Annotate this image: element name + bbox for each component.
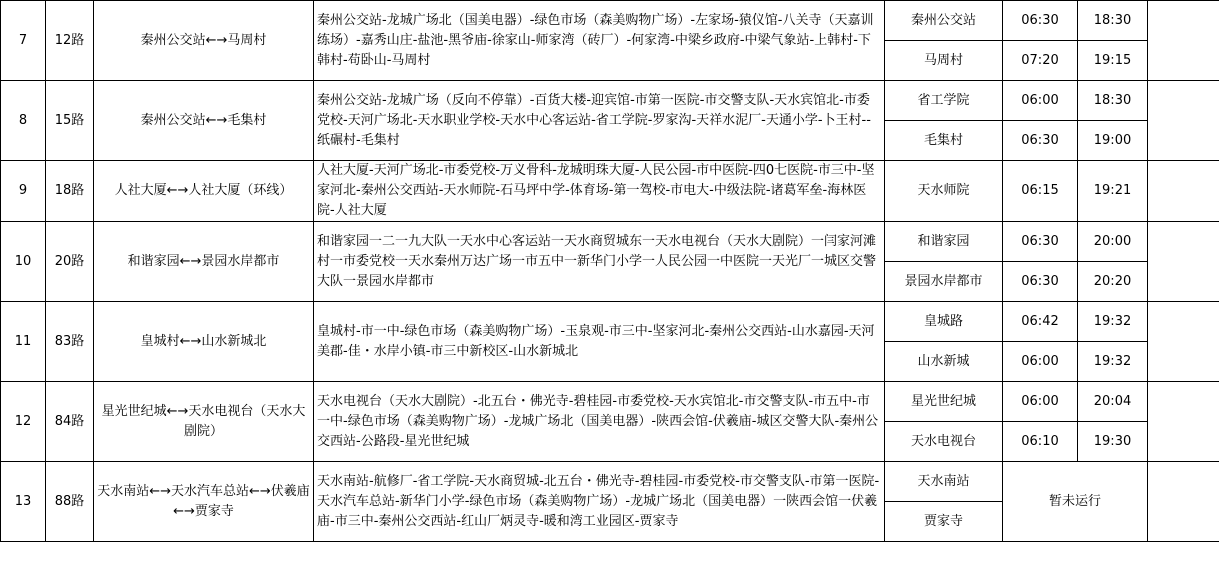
row-number: 8 [1,81,46,161]
terminal-stop: 毛集村 [885,121,1003,161]
first-bus-time: 06:42 [1003,302,1078,342]
route-stops: 秦州公交站-龙城广场北（国美电器）-绿色市场（森美购物广场）-左家场-猿仪馆-八关寺（天嘉训练场）-嘉秀山庄-盐池-黑爷庙-徐家山-师家湾（砖厂）-何家湾-中梁乡政府-中梁气象站-上韩村-下韩村-苟卧山-马周村 [314,1,885,81]
first-bus-time: 06:00 [1003,382,1078,422]
terminal-stop: 和谐家园 [885,222,1003,262]
terminal-stop: 天水电视台 [885,422,1003,462]
blank-cell [1148,1,1219,81]
table-row [1,81,1219,121]
blank-cell [1148,302,1219,382]
terminal-stop: 贾家寺 [885,502,1003,542]
line-number: 18路 [46,161,94,222]
first-bus-time: 06:00 [1003,81,1078,121]
terminal-stop: 天水师院 [885,161,1003,222]
table-row [1,462,1219,502]
line-name: 皇城村←→山水新城北 [94,302,314,382]
route-stops: 人社大厦-天河广场北-市委党校-万义骨科-龙城明珠大厦-人民公园-市中医院-四0七医院-市三中-坚家河北-秦州公交西站-天水师院-石马坪中学-体育场-第一驾校-市电大-中级法院-诸葛军垒-海林医院-人社大厦 [314,161,885,222]
last-bus-time: 19:32 [1078,302,1148,342]
last-bus-time: 19:15 [1078,41,1148,81]
last-bus-time: 19:00 [1078,121,1148,161]
blank-cell [1148,222,1219,302]
blank-cell [1148,382,1219,462]
route-stops: 天水南站-航修厂-省工学院-天水商贸城-北五台・佛光寺-碧桂园-市委党校-市交警支队-市第一医院-天水汽车总站-新华门小学-绿色市场（森美购物广场）-龙城广场北（国美电器）一陕西会馆一伏羲庙-市三中-秦州公交西站-红山厂炳灵寺-暖和湾工业园区-贾家寺 [314,462,885,542]
terminal-stop: 星光世纪城 [885,382,1003,422]
line-name: 秦州公交站←→马周村 [94,1,314,81]
row-number: 9 [1,161,46,222]
row-number: 13 [1,462,46,542]
line-number: 12路 [46,1,94,81]
route-stops: 皇城村-市一中-绿色市场（森美购物广场）-玉泉观-市三中-坚家河北-秦州公交西站-山水嘉园-天河美郡-佳・水岸小镇-市三中新校区-山水新城北 [314,302,885,382]
first-bus-time: 06:30 [1003,121,1078,161]
route-stops: 天水电视台（天水大剧院）-北五台・佛光寺-碧桂园-市委党校-天水宾馆北-市交警支队-市五中-市一中-绿色市场（森美购物广场）-龙城广场北（国美电器）-陕西会馆-伏羲庙-城区交警大队-秦州公交西站-公路段-星光世纪城 [314,382,885,462]
first-bus-time: 06:15 [1003,161,1078,222]
first-bus-time: 06:30 [1003,222,1078,262]
last-bus-time: 20:20 [1078,262,1148,302]
table-row [1,222,1219,262]
line-number: 88路 [46,462,94,542]
line-number: 20路 [46,222,94,302]
first-bus-time: 06:30 [1003,1,1078,41]
blank-cell [1148,161,1219,222]
line-number: 84路 [46,382,94,462]
blank-cell [1148,462,1219,542]
terminal-stop: 天水南站 [885,462,1003,502]
last-bus-time: 18:30 [1078,1,1148,41]
line-name: 和谐家园←→景园水岸都市 [94,222,314,302]
last-bus-time: 20:04 [1078,382,1148,422]
first-bus-time: 06:00 [1003,342,1078,382]
row-number: 10 [1,222,46,302]
table-row [1,382,1219,422]
last-bus-time: 18:30 [1078,81,1148,121]
row-number: 12 [1,382,46,462]
line-name: 人社大厦←→人社大厦（环线） [94,161,314,222]
line-name: 星光世纪城←→天水电视台（天水大剧院） [94,382,314,462]
first-bus-time: 07:20 [1003,41,1078,81]
first-bus-time: 06:10 [1003,422,1078,462]
last-bus-time: 19:30 [1078,422,1148,462]
line-number: 83路 [46,302,94,382]
route-stops: 秦州公交站-龙城广场（反向不停靠）-百货大楼-迎宾馆-市第一医院-市交警支队-天水宾馆北-市委党校-天河广场北-天水职业学校-天水中心客运站-省工学院-罗家沟-天祥水泥厂-天通小学-卜王村--纸碾村-毛集村 [314,81,885,161]
last-bus-time: 19:32 [1078,342,1148,382]
row-number: 11 [1,302,46,382]
terminal-stop: 马周村 [885,41,1003,81]
terminal-stop: 景园水岸都市 [885,262,1003,302]
terminal-stop: 山水新城 [885,342,1003,382]
last-bus-time: 20:00 [1078,222,1148,262]
last-bus-time: 19:21 [1078,161,1148,222]
line-name: 天水南站←→天水汽车总站←→伏羲庙←→贾家寺 [94,462,314,542]
not-operating-status: 暂未运行 [1003,462,1148,542]
table-row [1,1,1219,41]
terminal-stop: 皇城路 [885,302,1003,342]
terminal-stop: 省工学院 [885,81,1003,121]
table-row [1,302,1219,342]
terminal-stop: 秦州公交站 [885,1,1003,41]
row-number: 7 [1,1,46,81]
first-bus-time: 06:30 [1003,262,1078,302]
line-number: 15路 [46,81,94,161]
blank-cell [1148,81,1219,161]
route-stops: 和谐家园一二一九大队一天水中心客运站一天水商贸城东一天水电视台（天水大剧院）一闫家河滩村一市委党校一天水秦州万达广场一市五中一新华门小学一人民公园一中医院一天光厂一城区交警大队一景园水岸都市 [314,222,885,302]
line-name: 秦州公交站←→毛集村 [94,81,314,161]
